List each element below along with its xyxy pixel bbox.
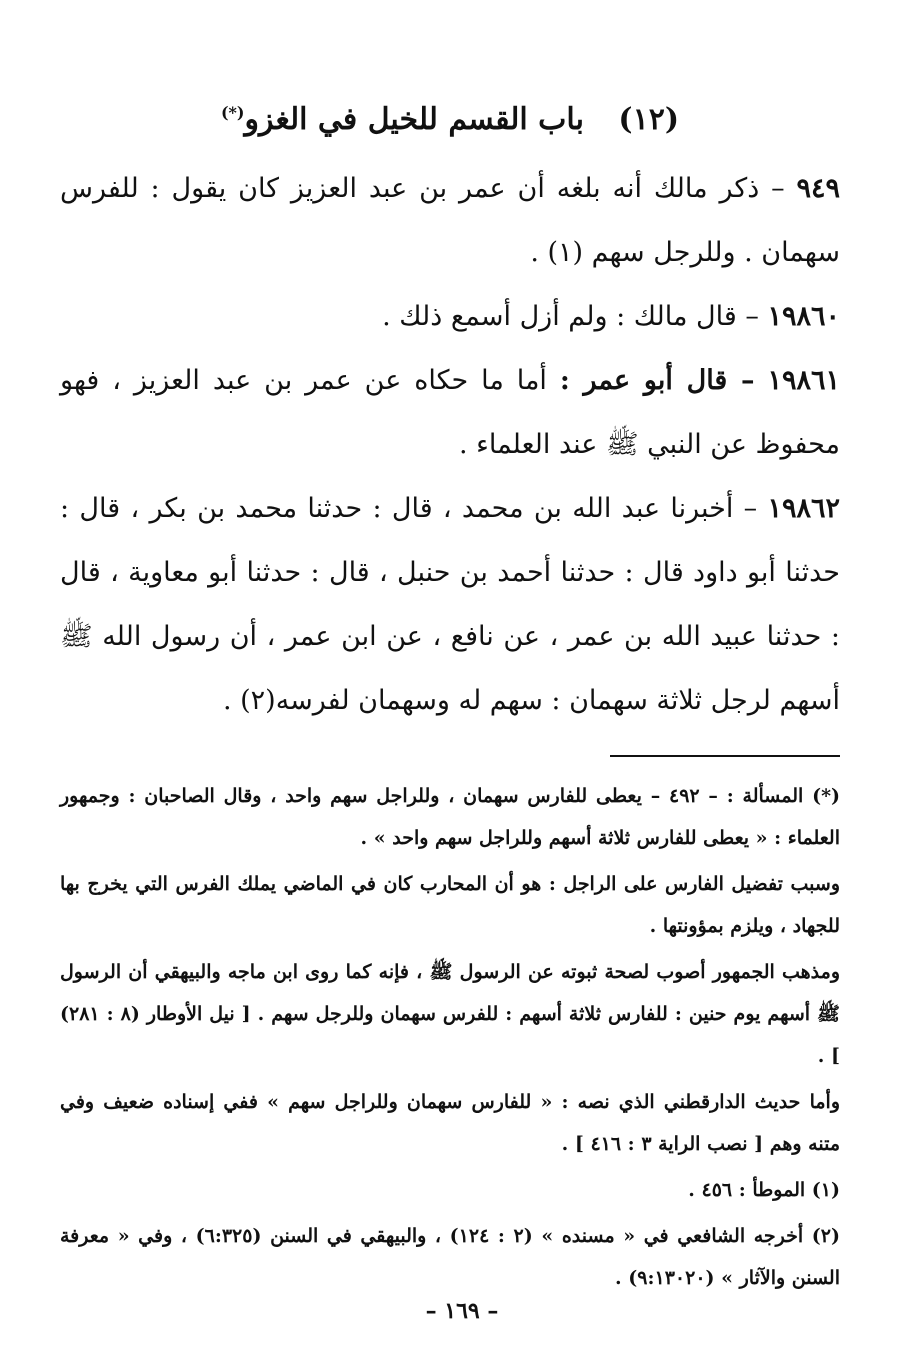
chapter-title-text: باب القسم للخيل في الغزو — [244, 102, 584, 137]
footnote-item — [60, 775, 840, 859]
paragraph-number: ١٩٨٦٢ — [767, 493, 840, 524]
paragraph-text: أما ما حكاه عن عمر بن عبد العزيز ، فهو محفوظ عن النبي ﷺ عند العلماء . — [60, 365, 840, 460]
footnote-text: وأما حديث الدارقطني الذي نصه : « للفارس سهمان وللراجل سهم » ففي إسناده ضعيف وفي متنه وهم [ نصب الراية ٣ : ٤١٦ ] . — [60, 1091, 840, 1155]
footnote-text: الموطأ : ٤٥٦ . — [688, 1179, 806, 1201]
chapter-marker: (*) — [220, 103, 245, 122]
main-text — [60, 157, 840, 733]
footnote-text: وسبب تفضيل الفارس على الراجل : هو أن المحارب كان في الماضي يملك الفرس التي يخرج بها للجهاد ، ويلزم بمؤونتها . — [60, 873, 840, 937]
paragraph-949 — [60, 157, 840, 285]
footnote-item — [60, 951, 840, 1077]
page — [60, 80, 840, 1303]
paragraph-number: ١٩٨٦١ — [767, 365, 840, 396]
footnote-text: ومذهب الجمهور أصوب لصحة ثبوته عن الرسول ﷺ ، فإنه كما روى ابن ماجه والبيهقي أن الرسول ﷺ أسهم يوم حنين : للفارس ثلاثة أسهم : للفرس سهمان وللرجل سهم . [ نيل الأوطار (٨ : ٢٨١) ] . — [60, 961, 840, 1067]
footnotes — [60, 775, 840, 1299]
footnote-label: (٢) — [811, 1225, 840, 1247]
page-number: – ١٦٩ – — [425, 1298, 499, 1324]
footnote-item — [60, 1169, 840, 1211]
footnote-text: يعطى للفارس سهمان ، وللراجل سهم واحد ، وقال الصاحبان : وجمهور العلماء : « يعطى للفارس ثلاثة أسهم وللراجل سهم واحد » . — [60, 785, 840, 849]
paragraph-text: – أخبرنا عبد الله بن محمد ، قال : حدثنا محمد بن بكر ، قال : حدثنا أبو داود قال : حدثنا أحمد بن حنبل ، قال : حدثنا أبو معاوية ، قال : حدثنا عبيد الله بن عمر ، عن نافع ، عن ابن عمر ، أن رسول الله ﷺ أسهم لرجل ثلاثة سهمان : سهم له وسهمان لفرسه(٢) . — [60, 493, 840, 716]
footnote-item — [60, 1081, 840, 1165]
paragraph-19861 — [60, 349, 840, 477]
paragraph-number: ١٩٨٦٠ — [767, 301, 840, 332]
footnote-item — [60, 863, 840, 947]
chapter-number: (١٢) — [618, 102, 680, 137]
paragraph-19862 — [60, 477, 840, 733]
footnote-text: أخرجه الشافعي في « مسنده » (٢ : ١٢٤) ، والبيهقي في السنن (٦:٣٢٥) ، وفي « معرفة السنن والآثار » (٩:١٣٠٢٠) . — [60, 1225, 840, 1289]
footnote-item — [60, 1215, 840, 1299]
footnote-divider — [610, 755, 840, 757]
chapter-title — [60, 100, 840, 139]
paragraph-text: – قال مالك : ولم أزل أسمع ذلك . — [382, 301, 759, 332]
paragraph-19860 — [60, 285, 840, 349]
paragraph-text: – ذكر مالك أنه بلغه أن عمر بن عبد العزيز كان يقول : للفرس سهمان . وللرجل سهم (١) . — [60, 173, 840, 268]
paragraph-speaker: – قال أبو عمر : — [559, 365, 755, 396]
paragraph-number: ٩٤٩ — [796, 173, 840, 204]
footnote-label: (١) — [811, 1179, 840, 1201]
footnote-label: (*) المسألة : – ٤٩٢ – — [650, 785, 840, 807]
